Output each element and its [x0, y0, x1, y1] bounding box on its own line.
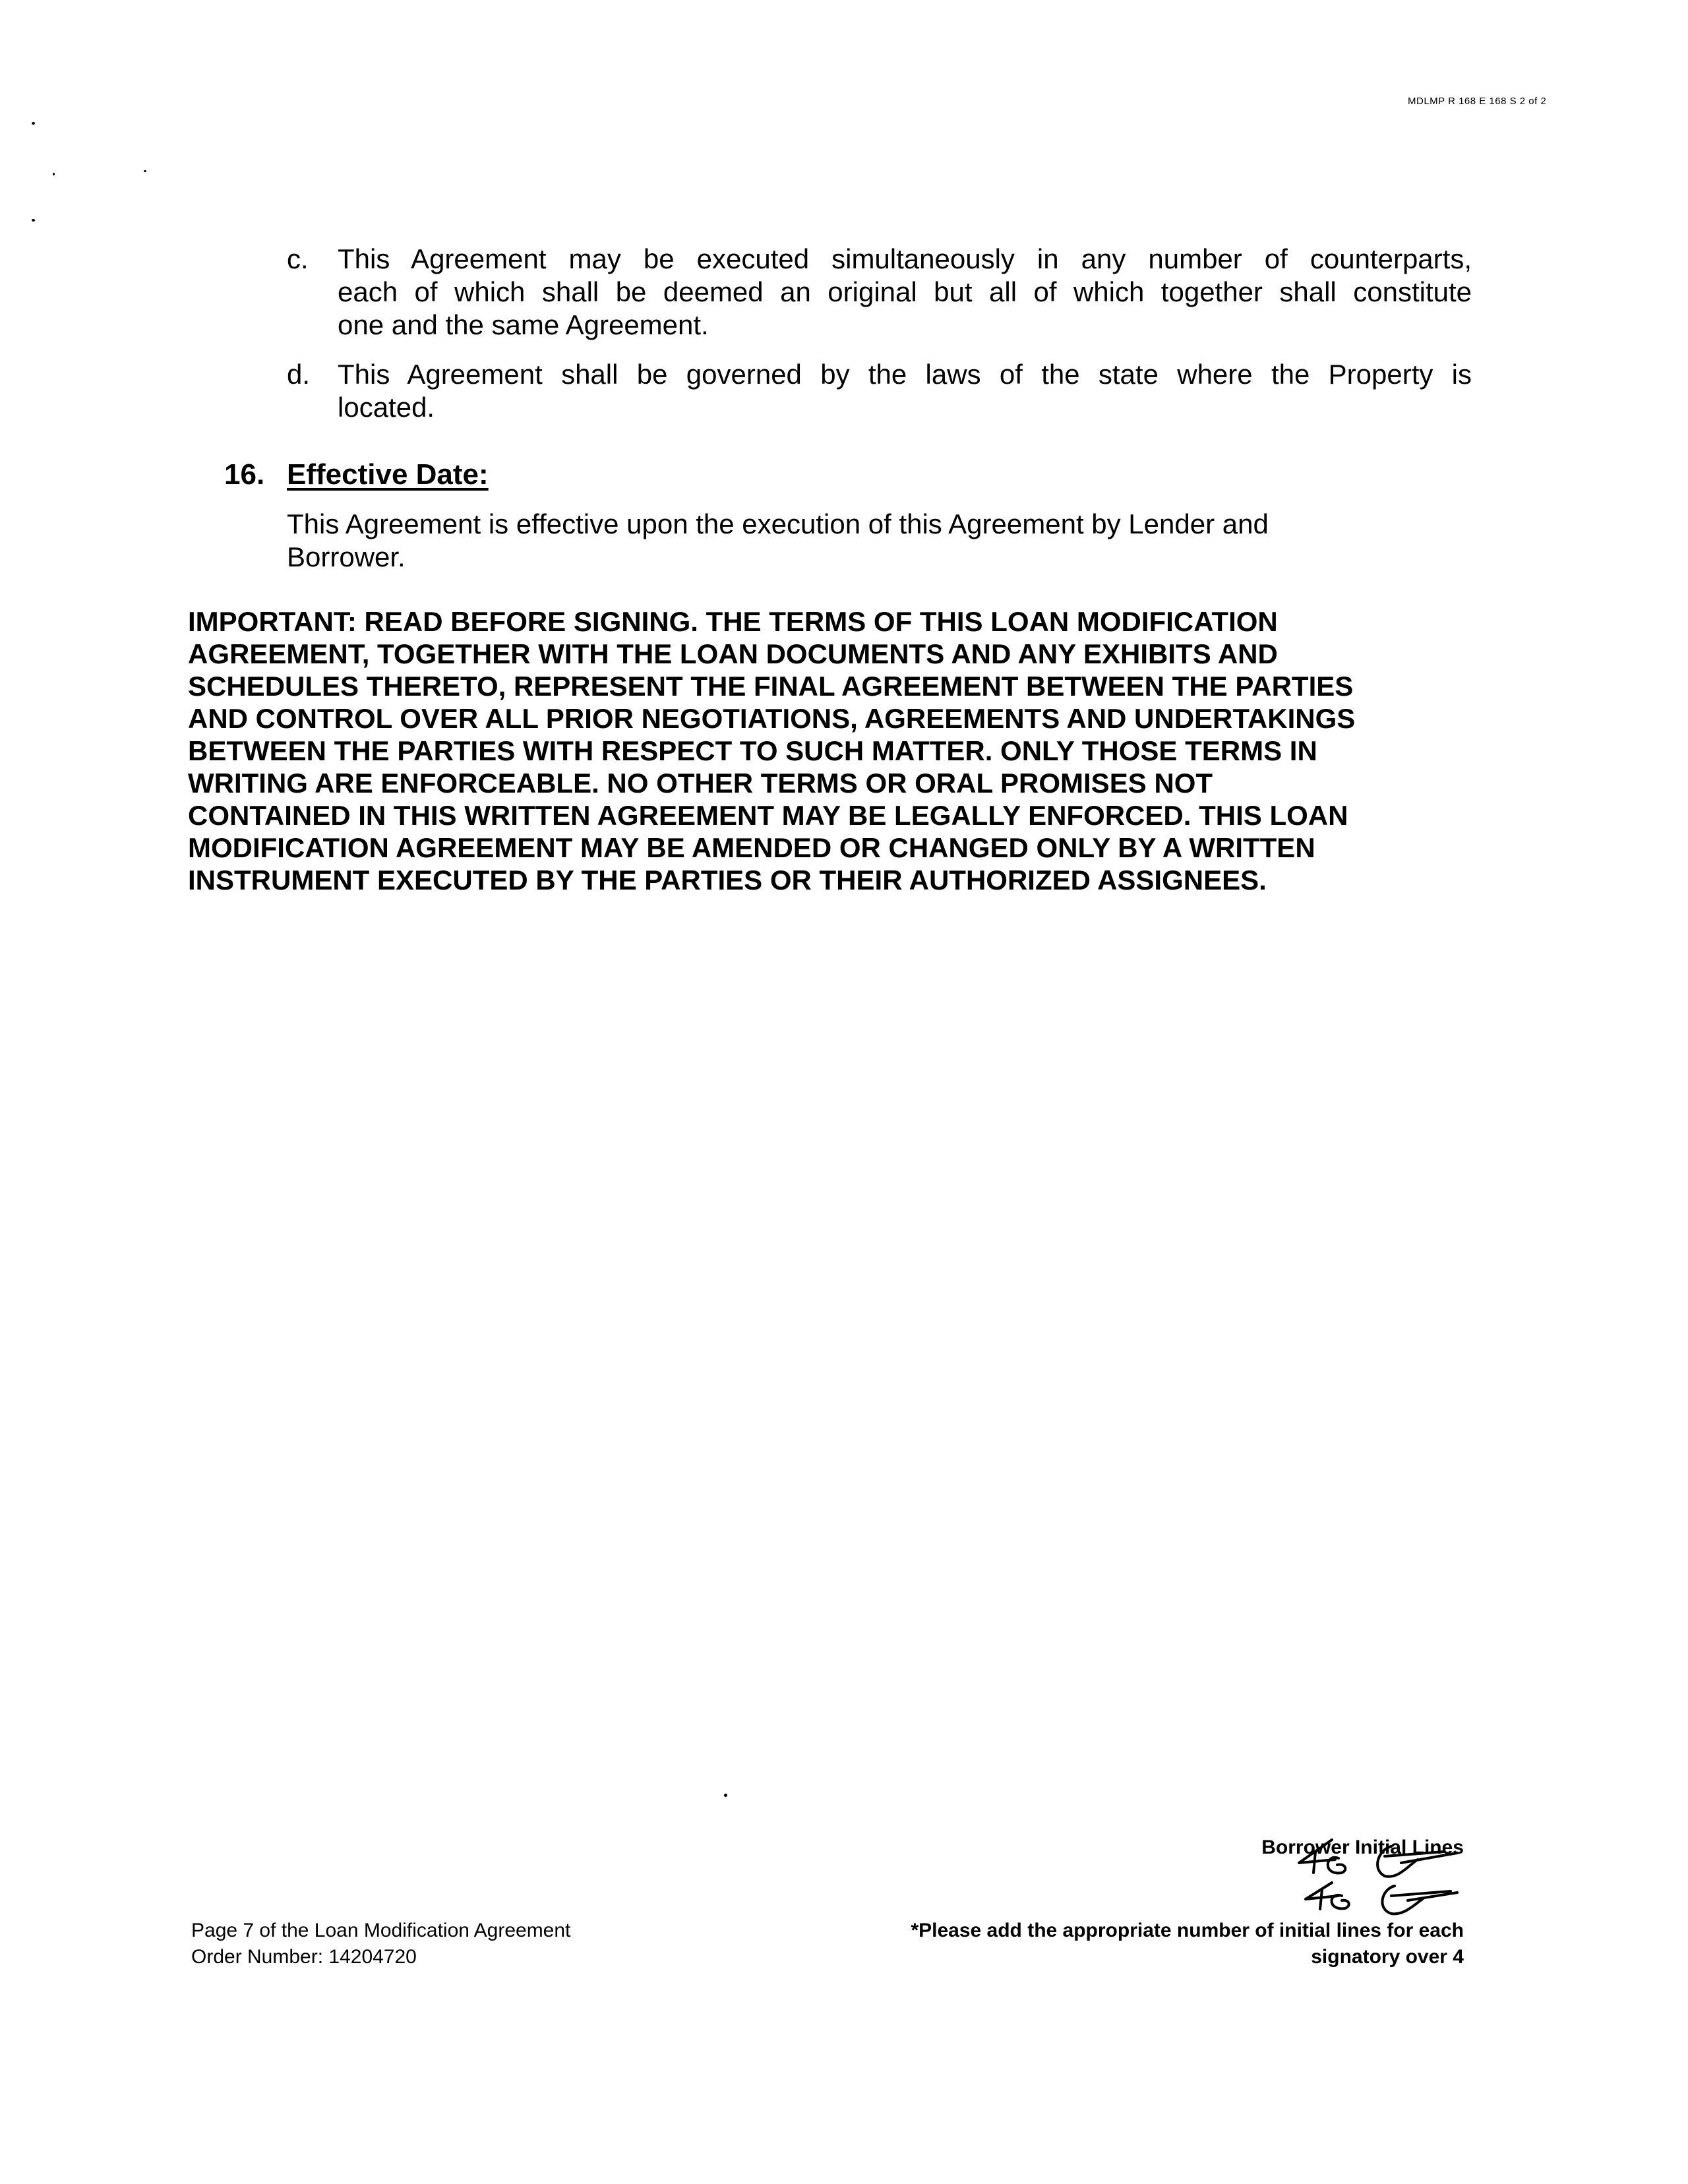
paragraph-line: This Agreement is effective upon the execution of this Agreement by Lender and — [287, 508, 1269, 539]
scan-speck — [53, 173, 55, 175]
notice-line: SCHEDULES THERETO, REPRESENT THE FINAL AGREEMENT BETWEEN THE PARTIES — [188, 671, 1354, 702]
clause-line: This Agreement may be executed simultaneously in any number of counterparts, — [338, 243, 1472, 274]
document-code: MDLMP R 168 E 168 S 2 of 2 — [1408, 96, 1547, 107]
scan-speck — [32, 122, 35, 125]
notice-line: INSTRUMENT EXECUTED BY THE PARTIES OR THEIR AUTHORIZED ASSIGNEES. — [188, 864, 1267, 895]
important-notice — [188, 605, 1474, 896]
scan-speck — [724, 1794, 727, 1797]
order-number: Order Number: 14204720 — [191, 1946, 417, 1968]
notice-line: AND CONTROL OVER ALL PRIOR NEGOTIATIONS, AGREEMENTS AND UNDERTAKINGS — [188, 703, 1356, 734]
initials-note: signatory over 4 — [1311, 1946, 1464, 1968]
notice-line: BETWEEN THE PARTIES WITH RESPECT TO SUCH MATTER. ONLY THOSE TERMS IN — [188, 735, 1317, 766]
notice-line: WRITING ARE ENFORCEABLE. NO OTHER TERMS OR ORAL PROMISES NOT — [188, 768, 1213, 799]
section-title: Effective Date: — [287, 458, 489, 491]
section-number: 16. — [224, 458, 265, 491]
notice-line: IMPORTANT: READ BEFORE SIGNING. THE TERMS OF THIS LOAN MODIFICATION — [188, 606, 1278, 637]
initials-note: *Please add the appropriate number of initial lines for each — [911, 1920, 1464, 1941]
notice-line: AGREEMENT, TOGETHER WITH THE LOAN DOCUMENTS AND ANY EXHIBITS AND — [188, 638, 1278, 669]
effective-date-text — [287, 508, 1408, 574]
page-footer-left — [191, 1918, 570, 1970]
scan-speck — [144, 170, 146, 172]
scan-speck — [32, 219, 35, 222]
page-footer-right — [911, 1918, 1464, 1970]
clause-marker: d. — [287, 359, 311, 390]
clause-text — [338, 358, 1472, 424]
clause-line: This Agreement shall be governed by the laws of the state where the Property is — [338, 359, 1472, 390]
clause-line: one and the same Agreement. — [338, 309, 709, 340]
paragraph-line: Borrower. — [287, 541, 406, 572]
clause-marker: c. — [287, 243, 309, 274]
notice-line: MODIFICATION AGREEMENT MAY BE AMENDED OR CHANGED ONLY BY A WRITTEN — [188, 832, 1315, 863]
clause-text — [338, 243, 1472, 342]
page-label: Page 7 of the Loan Modification Agreement — [191, 1920, 571, 1941]
clause-line: each of which shall be deemed an original but all of which together shall constitute — [338, 276, 1472, 307]
clause-line: located. — [338, 392, 435, 423]
handwritten-initials — [1286, 1827, 1497, 1919]
borrower-initials-label: Borrower Initial Lines — [1261, 1836, 1464, 1858]
notice-line: CONTAINED IN THIS WRITTEN AGREEMENT MAY BE LEGALLY ENFORCED. THIS LOAN — [188, 800, 1348, 831]
